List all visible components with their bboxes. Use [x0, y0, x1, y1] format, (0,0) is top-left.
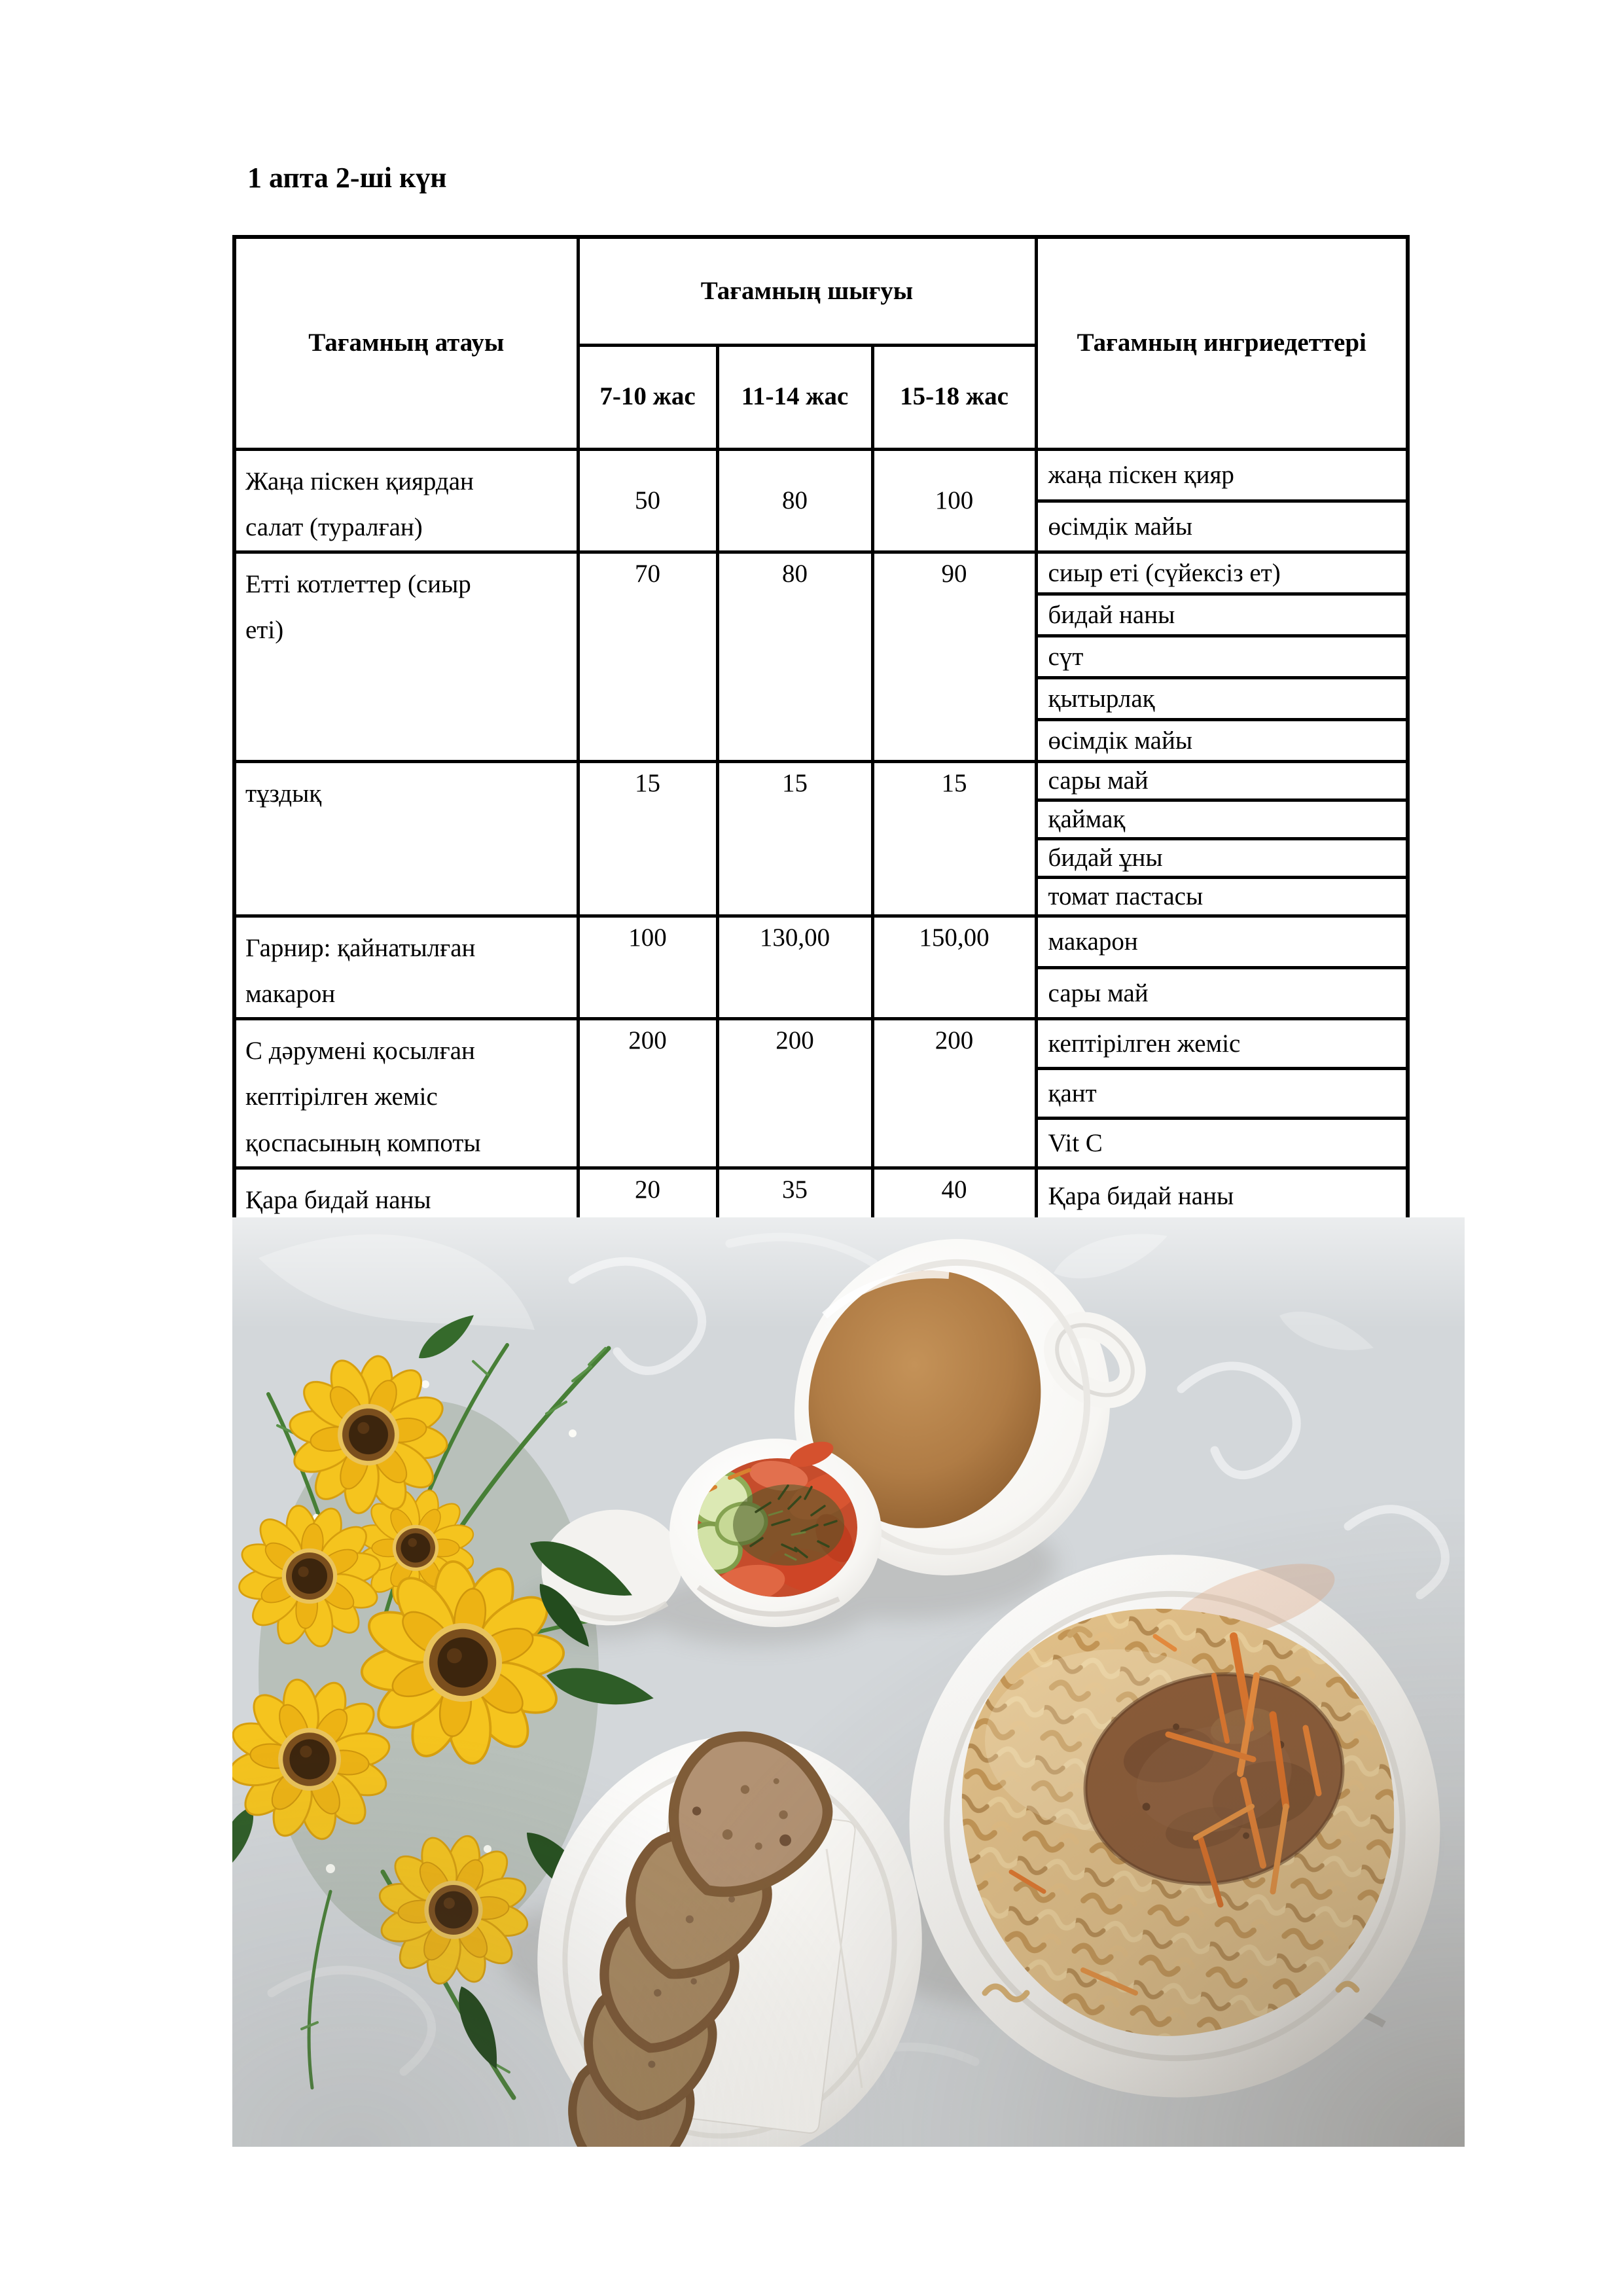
page-title: 1 апта 2-ші күн — [247, 162, 447, 194]
ingredient-item: қаймақ — [1036, 800, 1408, 838]
ingredient-item: кептірілген жеміс — [1036, 1019, 1408, 1069]
dish-name: тұздық — [234, 761, 578, 916]
ingredient-item: Vit C — [1036, 1118, 1408, 1168]
dish-name: С дәрумені қосылған кептірілген жеміс қоспасының компоты — [234, 1019, 578, 1168]
col-header-ingredients: Тағамның ингриедеттері — [1036, 237, 1408, 449]
dish-value-age-11-14: 80 — [717, 552, 872, 761]
col-header-age-11-14: 11-14 жас — [717, 345, 872, 449]
ingredient-item: сиыр еті (сүйексіз ет) — [1036, 552, 1408, 594]
ingredient-item: сары май — [1036, 967, 1408, 1019]
dish-value-age-11-14: 35 — [717, 1168, 872, 1225]
dish-value-age-7-10: 70 — [578, 552, 717, 761]
ingredient-item: Қара бидай наны — [1036, 1168, 1408, 1225]
ingredient-item: бидай ұны — [1036, 838, 1408, 877]
dish-value-age-15-18: 150,00 — [872, 916, 1036, 1018]
dish-value-age-11-14: 80 — [717, 449, 872, 552]
col-header-output: Тағамның шығуы — [578, 237, 1036, 345]
ingredient-item: сары май — [1036, 761, 1408, 800]
dish-value-age-7-10: 50 — [578, 449, 717, 552]
meal-photo — [232, 1217, 1465, 2147]
col-header-dish-name: Тағамның атауы — [234, 237, 578, 449]
dish-value-age-15-18: 15 — [872, 761, 1036, 916]
col-header-age-7-10: 7-10 жас — [578, 345, 717, 449]
ingredient-item: қытырлақ — [1036, 677, 1408, 719]
dish-name: Қара бидай наны — [234, 1168, 578, 1225]
ingredient-item: өсімдік майы — [1036, 719, 1408, 761]
dish-value-age-11-14: 130,00 — [717, 916, 872, 1018]
menu-table — [232, 235, 1410, 1227]
ingredient-item: өсімдік майы — [1036, 501, 1408, 552]
dish-value-age-15-18: 200 — [872, 1019, 1036, 1168]
col-header-age-15-18: 15-18 жас — [872, 345, 1036, 449]
ingredient-item: бидай наны — [1036, 594, 1408, 636]
ingredient-item: сүт — [1036, 636, 1408, 677]
dish-value-age-15-18: 90 — [872, 552, 1036, 761]
dish-value-age-15-18: 100 — [872, 449, 1036, 552]
dish-value-age-15-18: 40 — [872, 1168, 1036, 1225]
dish-value-age-7-10: 100 — [578, 916, 717, 1018]
dish-name: Етті котлеттер (сиыр еті) — [234, 552, 578, 761]
dish-value-age-7-10: 200 — [578, 1019, 717, 1168]
ingredient-item: макарон — [1036, 916, 1408, 967]
dish-value-age-11-14: 15 — [717, 761, 872, 916]
corner-shadow-left — [232, 1217, 1465, 2147]
ingredient-item: жаңа піскен қияр — [1036, 449, 1408, 501]
dish-name: Жаңа піскен қиярдан салат (туралған) — [234, 449, 578, 552]
dish-name: Гарнир: қайнатылған макарон — [234, 916, 578, 1018]
dish-value-age-11-14: 200 — [717, 1019, 872, 1168]
ingredient-item: томат пастасы — [1036, 877, 1408, 916]
dish-value-age-7-10: 15 — [578, 761, 717, 916]
ingredient-item: қант — [1036, 1069, 1408, 1119]
dish-value-age-7-10: 20 — [578, 1168, 717, 1225]
